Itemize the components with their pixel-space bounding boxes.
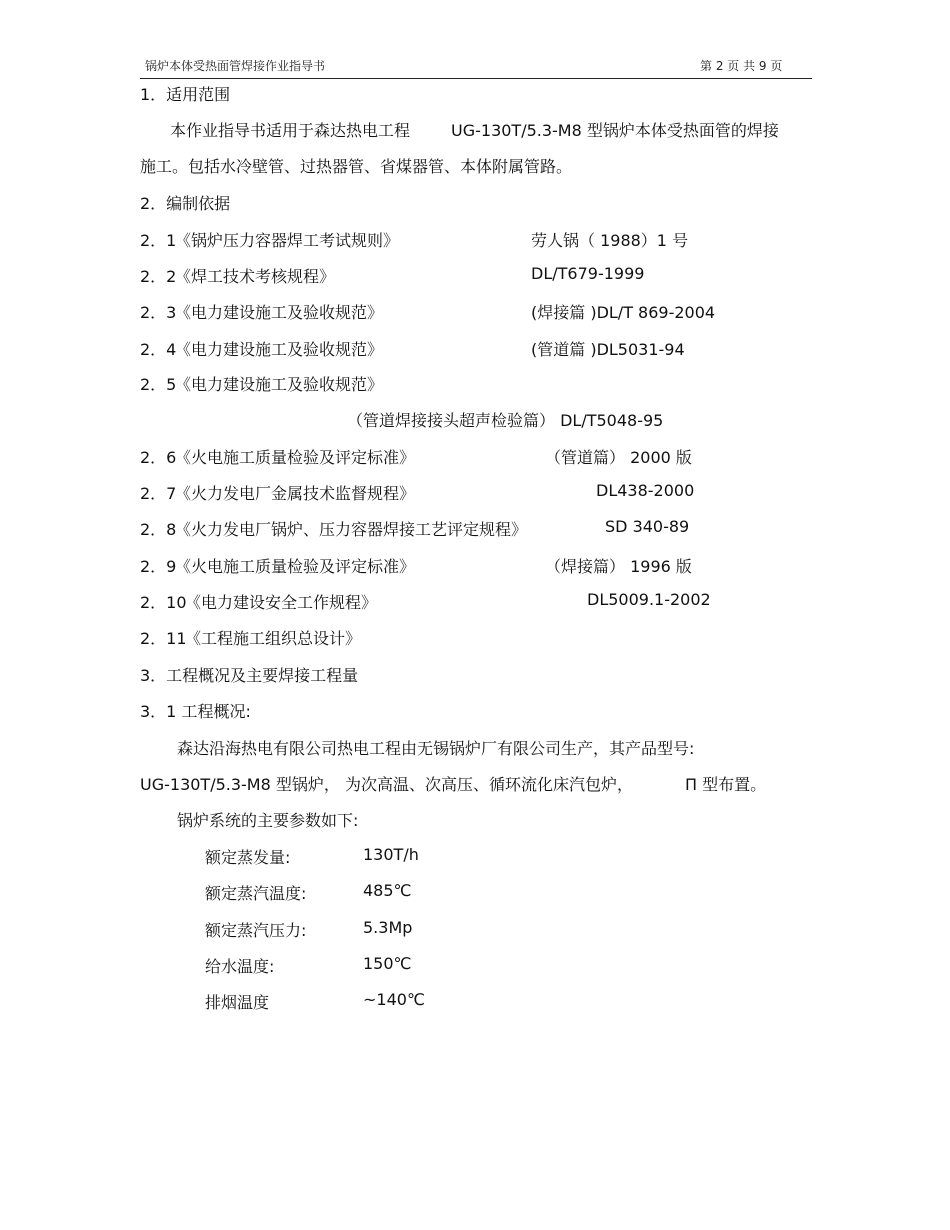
reference-code: （焊接篇） 1996 版 (545, 557, 692, 576)
reference-number: 2．9 (140, 557, 177, 576)
param-value: 150℃ (363, 954, 412, 973)
page-number: 第 2 页 共 9 页 (700, 59, 783, 73)
param-label: 额定蒸汽温度: (205, 884, 307, 903)
reference-code: (焊接篇 )DL/T 869-2004 (531, 303, 716, 322)
section-2-heading: 2．编制依据 (140, 194, 231, 213)
reference-number: 2．6 (140, 448, 177, 467)
section-1-text: UG-130T/5.3-M8 型锅炉本体受热面管的焊接 (451, 121, 779, 140)
param-label: 额定蒸发量: (205, 848, 291, 867)
section-1-text: 本作业指导书适用于森达热电工程 (170, 121, 411, 140)
reference-code: DL5009.1-2002 (587, 590, 711, 609)
reference-number: 2．8 (140, 520, 177, 539)
header-rule (140, 78, 812, 79)
reference-title: 《工程施工组织总设计》 (185, 629, 362, 648)
param-value: 130T/h (363, 845, 419, 864)
section-3-text: 森达沿海热电有限公司热电工程由无锡锅炉厂有限公司生产，其产品型号: (177, 739, 695, 758)
reference-title: 《火力发电厂锅炉、压力容器焊接工艺评定规程》 (175, 520, 528, 539)
document-title: 锅炉本体受热面管焊接作业指导书 (145, 59, 326, 73)
param-label: 排烟温度 (205, 993, 270, 1012)
section-3-text: UG-130T/5.3-M8 型锅炉， 为次高温、次高压、循环流化床汽包炉， (140, 775, 633, 794)
reference-code: (管道篇 )DL5031-94 (531, 340, 685, 359)
reference-code: SD 340-89 (605, 517, 690, 536)
reference-code: DL/T679-1999 (531, 264, 645, 283)
param-value: ~140℃ (363, 990, 425, 1009)
reference-title: 《电力建设施工及验收规范》 (175, 303, 384, 322)
section-3-heading: 3．工程概况及主要焊接工程量 (140, 666, 359, 685)
reference-code: （管道篇） 2000 版 (545, 448, 692, 467)
reference-number: 2．5 (140, 375, 177, 394)
reference-code: （管道焊接接头超声检验篇） DL/T5048-95 (347, 411, 664, 430)
reference-number: 2．3 (140, 303, 177, 322)
section-1-heading: 1．适用范围 (140, 85, 231, 104)
reference-number: 2．2 (140, 267, 177, 286)
reference-number: 2．11 (140, 629, 187, 648)
param-label: 额定蒸汽压力: (205, 921, 307, 940)
reference-title: 《火电施工质量检验及评定标准》 (175, 557, 416, 576)
reference-number: 2．7 (140, 484, 177, 503)
section-1-text: 施工。包括水冷壁管、过热器管、省煤器管、本体附属管路。 (140, 157, 573, 176)
reference-code: DL438-2000 (596, 481, 695, 500)
section-3-subheading: 3．1 工程概况: (140, 702, 251, 721)
param-value: 485℃ (363, 881, 412, 900)
param-label: 给水温度: (205, 957, 275, 976)
reference-code: 劳人锅（ 1988）1 号 (531, 231, 689, 250)
reference-title: 《焊工技术考核规程》 (175, 267, 336, 286)
param-value: 5.3Mp (363, 918, 413, 937)
reference-title: 《电力建设施工及验收规范》 (175, 340, 384, 359)
reference-title: 《锅炉压力容器焊工考试规则》 (175, 231, 400, 250)
section-3-text: Π 型布置。 (685, 775, 767, 794)
params-intro: 锅炉系统的主要参数如下: (177, 811, 359, 830)
reference-title: 《电力建设安全工作规程》 (185, 593, 378, 612)
reference-title: 《电力建设施工及验收规范》 (175, 375, 384, 394)
reference-number: 2．10 (140, 593, 187, 612)
reference-title: 《火电施工质量检验及评定标准》 (175, 448, 416, 467)
reference-number: 2．1 (140, 231, 177, 250)
reference-title: 《火力发电厂金属技术监督规程》 (175, 484, 416, 503)
reference-number: 2．4 (140, 340, 177, 359)
